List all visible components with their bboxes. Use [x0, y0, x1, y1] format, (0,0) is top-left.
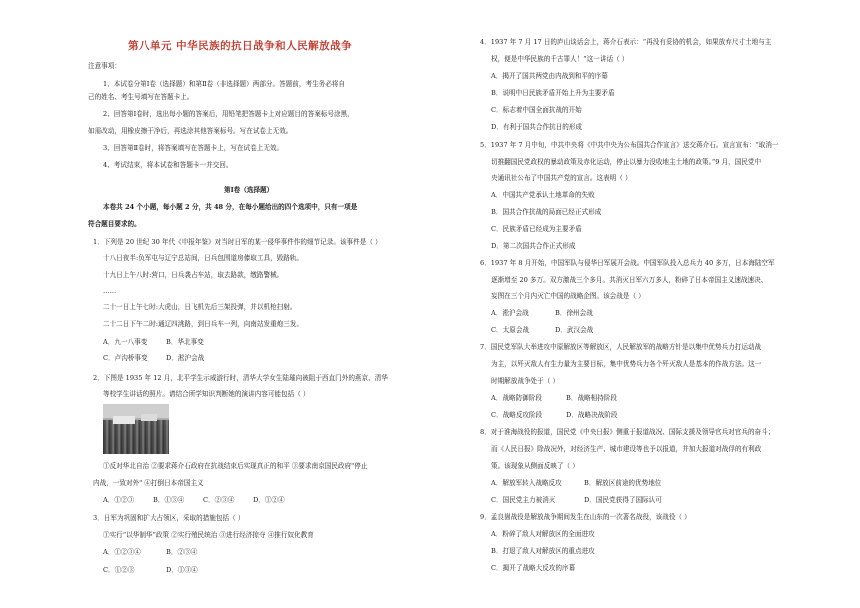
question-6-stem: 逐渐增至 20 多万。双方激战三个多月。共消灭日军六万多人，粉碎了日本帝国主义速战速决、: [491, 276, 768, 284]
option-b[interactable]: B．国共合作抗战的局面已经正式形成: [491, 208, 602, 216]
option-d[interactable]: D．有利于国共合作抗日的形成: [491, 123, 583, 131]
option-d[interactable]: D．①③④: [166, 566, 198, 574]
option-c[interactable]: C．民族矛盾已经成为主要矛盾: [491, 225, 582, 233]
option-a[interactable]: A．九一八事变: [103, 338, 148, 346]
note-line: 如需改动，用橡皮擦干净后，再选涂其他答案标号。写在试卷上无效。: [88, 127, 293, 135]
option-c[interactable]: C．②③④: [203, 496, 235, 504]
question-8-stem: 8．对于淮海战役的报道，国民党《中央日报》侧重于报道战况、国际支援及领导官兵对官兵的奋斗；: [480, 428, 775, 436]
option-d[interactable]: D．国民党获得了国际认可: [584, 496, 662, 504]
option-a[interactable]: A．战略防御阶段: [491, 394, 542, 402]
question-2-stem: 等校学生讲话的照片。请结合所学知识判断她的演讲内容可能包括（ ）: [103, 390, 310, 398]
question-5-stem: 切推翻国民党政权的暴动政策及赤化运动，停止以暴力没收地主土地的政策。”9 月，国民党中: [491, 158, 762, 166]
note-line: 4、考试结束，将本试卷和答题卡一并交回。: [103, 161, 233, 169]
option-c[interactable]: C．卢沟桥事变: [103, 354, 148, 362]
question-2-items: 内战，一致对外" ④打倒日本帝国主义: [93, 479, 204, 487]
option-c[interactable]: C．国民党主力被消灭: [491, 496, 556, 504]
question-1-record: 十八日夜半:负军屯与辽宁总站间，日兵包围道房傣取工具，毁路轨。: [103, 254, 304, 262]
question-4-stem: 4．1937 年 7 月 17 日的庐山谈话会上，蒋介石表示：“再没有妥协的机会，如果放弃尺寸土地与主: [480, 38, 772, 46]
question-6-stem: 妄图在三个月内灭亡中国的战略企图。该会战是（ ）: [491, 292, 645, 300]
question-8-stem: 策。该现象从侧面反映了（ ）: [491, 462, 579, 470]
option-c[interactable]: C．揭开了战略大反攻的序幕: [491, 564, 576, 572]
option-b[interactable]: B．②③④: [166, 548, 198, 556]
option-c[interactable]: C．①②③: [103, 566, 135, 574]
question-2-stem: 2．下图是 1935 年 12 月，北平学生示威游行时，清华大学女生陆璀向被阻于西直门外的燕京、清华: [93, 374, 388, 382]
option-b[interactable]: B．①③④: [153, 496, 185, 504]
section-instructions: 本卷共 24 个小题，每小题 2 分，共 48 分，在每小题给出的四个选项中，只有一项是: [103, 203, 358, 211]
section-heading: 第Ⅰ卷（选择题）: [224, 186, 274, 194]
option-c[interactable]: C．太原会战: [491, 326, 530, 334]
question-7-stem: 为主，以歼灭敌人有生力量为主要目标，集中优势兵力各个歼灭敌人是基本的作战方法。这一: [491, 360, 762, 368]
option-d[interactable]: D．战略决战阶段: [566, 411, 618, 419]
question-1-record: 二十二日下午二时:通辽四洮路，到日兵车一列，向南站发重炮三发。: [103, 320, 304, 328]
option-b[interactable]: B．华北事变: [166, 338, 204, 346]
note-line: 3、回答第Ⅱ卷时，将答案填写在答题卡上，写在试卷上无效。: [103, 144, 284, 152]
option-b[interactable]: B．解放区前途的优势地位: [584, 479, 662, 487]
option-a[interactable]: A．揭开了国共两党由内战到和平的序幕: [491, 72, 608, 80]
question-1-record: 十九日上午八时:营口，日兵袭占车站，取去路款，缴路警械。: [103, 271, 284, 279]
notes-heading: 注意事项：: [88, 62, 121, 70]
option-a[interactable]: A．解放军转入战略反攻: [491, 479, 562, 487]
protest-photo: [103, 404, 169, 454]
question-2-items: ①反对华北自治 ②要求蒋介石政府在抗战结束后实现真正的和平 ③要求南京国民政府"停止: [103, 462, 368, 470]
question-4-stem: 权，便是中华民族的千古罪人！”这一讲话（ ）: [491, 55, 629, 63]
option-d[interactable]: D．①②④: [253, 496, 285, 504]
document-title: 第八单元 中华民族的抗日战争和人民解放战争: [128, 40, 353, 52]
note-line: 1、本试卷分第Ⅰ卷（选择题）和第Ⅱ卷（非选择题）两部分。答题前，考生务必将自: [103, 80, 346, 88]
question-8-stem: 而《人民日报》除战况外，对经济生产、城市建设等也予以报道，并加大报道对战俘的有利政: [491, 445, 762, 453]
question-1-record: 二十一日上午七时:大虎山，日飞机先后三架投弹，并以机枪扫射。: [103, 303, 297, 311]
option-b[interactable]: B．徐州会战: [555, 309, 593, 317]
question-1-stem: 1．下列是 20 世纪 30 年代《申报年鉴》对当时日军的某一侵华事件作的细节记录。该事件是（ ）: [93, 238, 382, 246]
question-6-stem: 6．1937 年 8 月开始，中国军队与侵华日军展开会战。中国军队投入总兵力 40 多万，日本海陆空军: [480, 259, 775, 267]
option-a[interactable]: A．①②③: [103, 496, 135, 504]
option-a[interactable]: A．淞沪会战: [491, 309, 529, 317]
question-7-stem: 时期解放战争处于（ ）: [491, 377, 560, 385]
option-b[interactable]: B．战略相持阶段: [566, 394, 618, 402]
section-instructions: 符合题目要求的。: [88, 220, 141, 228]
option-b[interactable]: B．说明中日民族矛盾开始上升为主要矛盾: [491, 89, 615, 97]
option-b[interactable]: B．打退了敌人对解放区的重点进攻: [491, 547, 595, 555]
note-line: 2、回答第Ⅰ卷时，选出每小题的答案后，用铅笔把答题卡上对应题目的答案标号涂黑，: [103, 110, 354, 118]
question-9-stem: 9．孟良崮战役是解放战争期间发生在山东的一次著名战役，该战役（ ）: [480, 513, 691, 521]
question-7-stem: 7．国民党军队大举进攻中原解放区等解放区，人民解放军的战略方针是以集中优势兵力打运动战: [480, 343, 762, 351]
note-line: 己的姓名、考生号填写在答题卡上。: [88, 93, 194, 101]
option-c[interactable]: C．标志着中国全面抗战的开始: [491, 106, 582, 114]
option-a[interactable]: A．中国共产党承认土地革命的失败: [491, 191, 595, 199]
option-d[interactable]: D．淞沪会战: [166, 354, 205, 362]
question-5-stem: 5．1937 年 7 月中旬，中共中央将《中共中央为公布国共合作宣言》送交蒋介石。宣言宣布：“取消一: [480, 141, 779, 149]
option-a[interactable]: A．①②③④: [103, 548, 141, 556]
option-a[interactable]: A．粉碎了敌人对解放区的全面进攻: [491, 530, 595, 538]
question-3-stem: 3．日军为巩固和扩大占领区，采取的措施包括（ ）: [93, 514, 245, 522]
question-5-stem: 央通讯社公布了中国共产党的宣言。这表明（ ）: [491, 174, 632, 182]
option-c[interactable]: C．战略反攻阶段: [491, 411, 543, 419]
question-3-items: ①实行“以华制华”政策 ②实行殖民统治 ③进行经济掠夺 ④推行奴化教育: [103, 531, 314, 539]
option-d[interactable]: D．第二次国共合作正式形成: [491, 242, 576, 250]
question-1-record: ……: [103, 287, 117, 295]
option-d[interactable]: D．武汉会战: [555, 326, 594, 334]
